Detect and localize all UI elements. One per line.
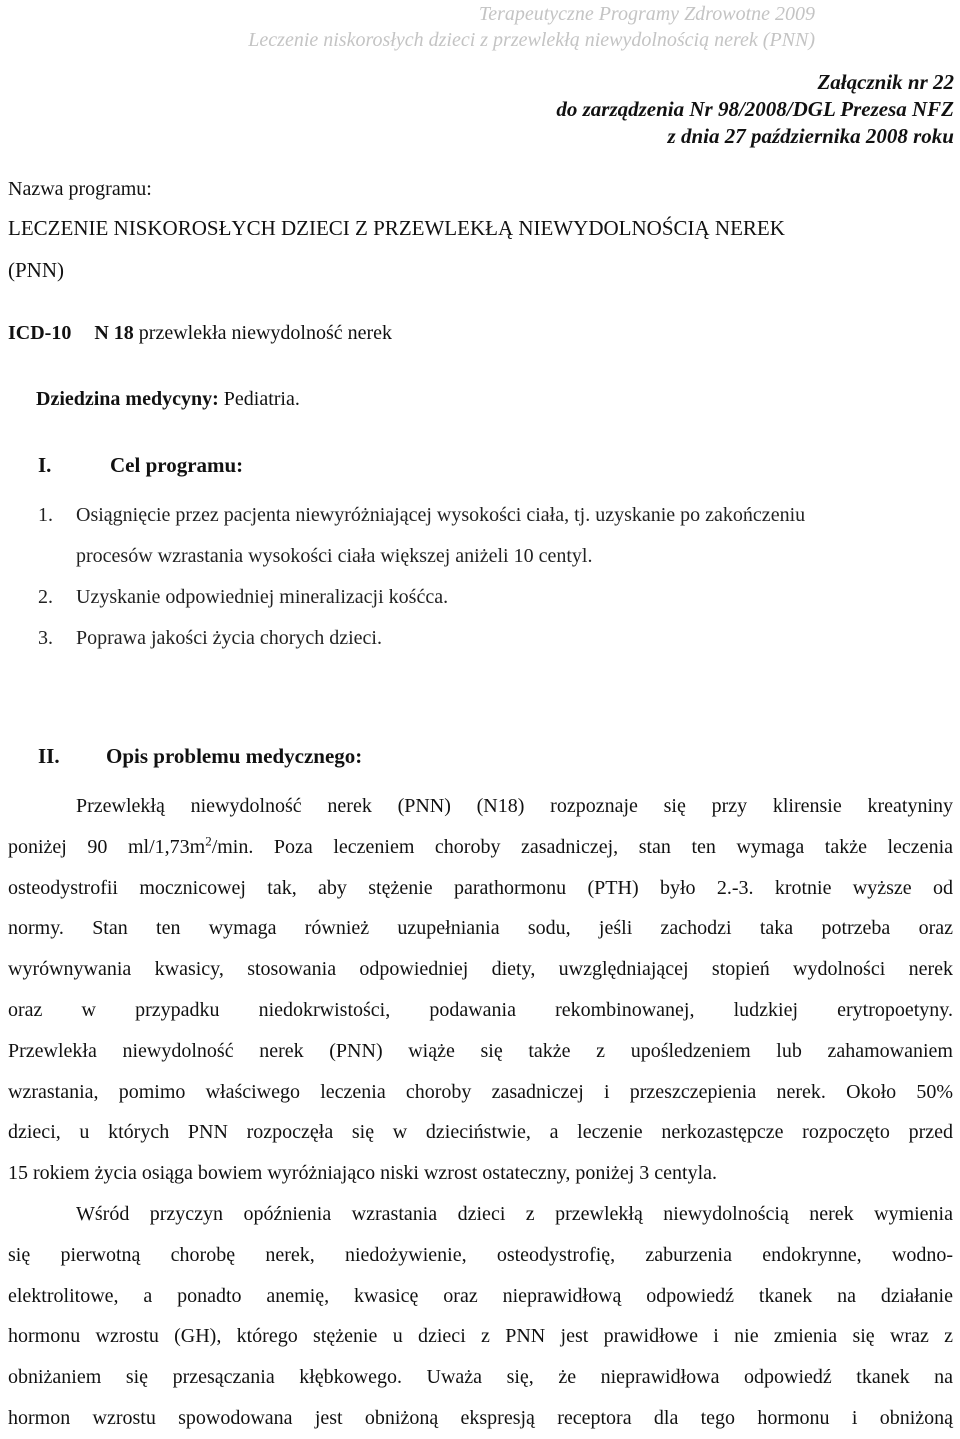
list-item-text: Poprawa jakości życia chorych dzieci. (76, 627, 382, 649)
medical-domain-label: Dziedzina medycyny: (36, 388, 219, 410)
icd-n-code: N 18 (94, 322, 134, 344)
section-title: Cel programu: (110, 453, 244, 477)
list-item (38, 586, 448, 609)
icd-code: ICD-10 (8, 322, 72, 344)
paragraph-line: obniżaniem się przesączania kłębkowego. Uważa się, że nieprawidłowa odpowiedź tkanek na (8, 1366, 953, 1389)
paragraph-line: wzrastania, pomimo właściwego leczenia choroby zasadniczej i przeszczepienia nerek. Około 50% (8, 1080, 953, 1103)
paragraph-line: osteodystrofii mocznicowej tak, aby stężenie parathormonu (PTH) było 2.-3. krotnie wyższe od (8, 876, 953, 899)
running-header-subtitle: Leczenie niskorosłych dzieci z przewlekłą niewydolnością nerek (PNN) (248, 29, 815, 51)
list-item (38, 504, 805, 527)
list-item-number: 2. (38, 586, 53, 608)
paragraph-line: wyrównywania kwasicy, stosowania odpowiedniej diety, uwzględniającej stopień wydolności nerek (8, 958, 953, 981)
paragraph-line: 15 rokiem życia osiąga bowiem wyróżniająco niski wzrost ostateczny, poniżej 3 centyla. (8, 1162, 718, 1185)
paragraph-line: dzieci, u których PNN rozpoczęła się w dzieciństwie, a leczenie nerkozastępcze rozpoczęto przed (8, 1121, 953, 1144)
paragraph-growth-causes (8, 1194, 953, 1439)
list-item (38, 627, 382, 650)
running-header-title: Terapeutyczne Programy Zdrowotne 2009 (478, 3, 815, 25)
list-item-number: 1. (38, 504, 53, 526)
annex-number: Załącznik nr 22 (817, 70, 954, 94)
section-title: Opis problemu medycznego: (106, 744, 363, 768)
paragraph-problem-description (8, 786, 953, 1194)
medical-domain-value: Pediatria. (223, 388, 300, 410)
paragraph-line: poniżej 90 $ml/1,73m^2/\min$. Poza leczeniem choroby zasadniczej, stan ten wymaga także leczenia (8, 833, 953, 858)
icd-description: przewlekła niewydolność nerek (138, 322, 393, 344)
paragraph-line: oraz w przypadku niedokrwistości, podawania rekombinowanej, ludzkiej erytropoetyny. (8, 998, 953, 1021)
program-title-abbrev: (PNN) (8, 258, 64, 282)
list-item-text: Osiągnięcie przez pacjenta niewyróżniającej wysokości ciała, tj. uzyskanie po zakończeniu (76, 504, 806, 526)
paragraph-line: normy. Stan ten wymaga również uzupełniania sodu, jeśli zachodzi taka potrzeba oraz (8, 917, 953, 940)
paragraph-line: hormonu wzrostu (GH), którego stężenie u dzieci z PNN jest prawidłowe i nie zmienia się wraz z (8, 1325, 953, 1348)
icd-line (8, 322, 392, 345)
paragraph-line: hormon wzrostu spowodowana jest obniżoną ekspresją receptora dla tego hormonu i obniżoną (8, 1406, 953, 1429)
paragraph-line: Przewlekła niewydolność nerek (PNN) wiąże się także z upośledzeniem lub zahamowaniem (8, 1039, 953, 1062)
section-heading-problem (38, 744, 362, 769)
section-heading-goals (38, 453, 243, 478)
annex-ordinance: do zarządzenia Nr 98/2008/DGL Prezesa NFZ (556, 97, 954, 121)
section-number: II. (38, 744, 60, 768)
program-title: LECZENIE NISKOROSŁYCH DZIECI Z PRZEWLEKŁĄ NIEWYDOLNOŚCIĄ NEREK (8, 216, 785, 240)
annex-date: z dnia 27 października 2008 roku (667, 124, 954, 148)
section-number: I. (38, 453, 52, 477)
paragraph-line: elektrolitowe, a ponadto anemię, kwasicę oraz nieprawidłową odpowiedź tkanek na działanie (8, 1284, 953, 1307)
medical-domain-line (36, 388, 300, 411)
program-name-label: Nazwa programu: (8, 178, 152, 200)
list-item-text: Uzyskanie odpowiedniej mineralizacji kośćca. (76, 586, 449, 608)
paragraph-line: Wśród przyczyn opóźnienia wzrastania dzieci z przewlekłą niewydolnością nerek wymienia (76, 1203, 953, 1225)
superscript: 2 (205, 833, 212, 849)
list-item-number: 3. (38, 627, 53, 649)
paragraph-line: się pierwotną chorobę nerek, niedożywienie, osteodystrofię, zaburzenia endokrynne, wodno- (8, 1243, 953, 1266)
paragraph-line: Przewlekłą niewydolność nerek (PNN) (N18) rozpoznaje się przy klirensie kreatyniny (76, 795, 953, 817)
list-item-continuation: procesów wzrastania wysokości ciała większej aniżeli 10 centyl. (76, 545, 593, 567)
